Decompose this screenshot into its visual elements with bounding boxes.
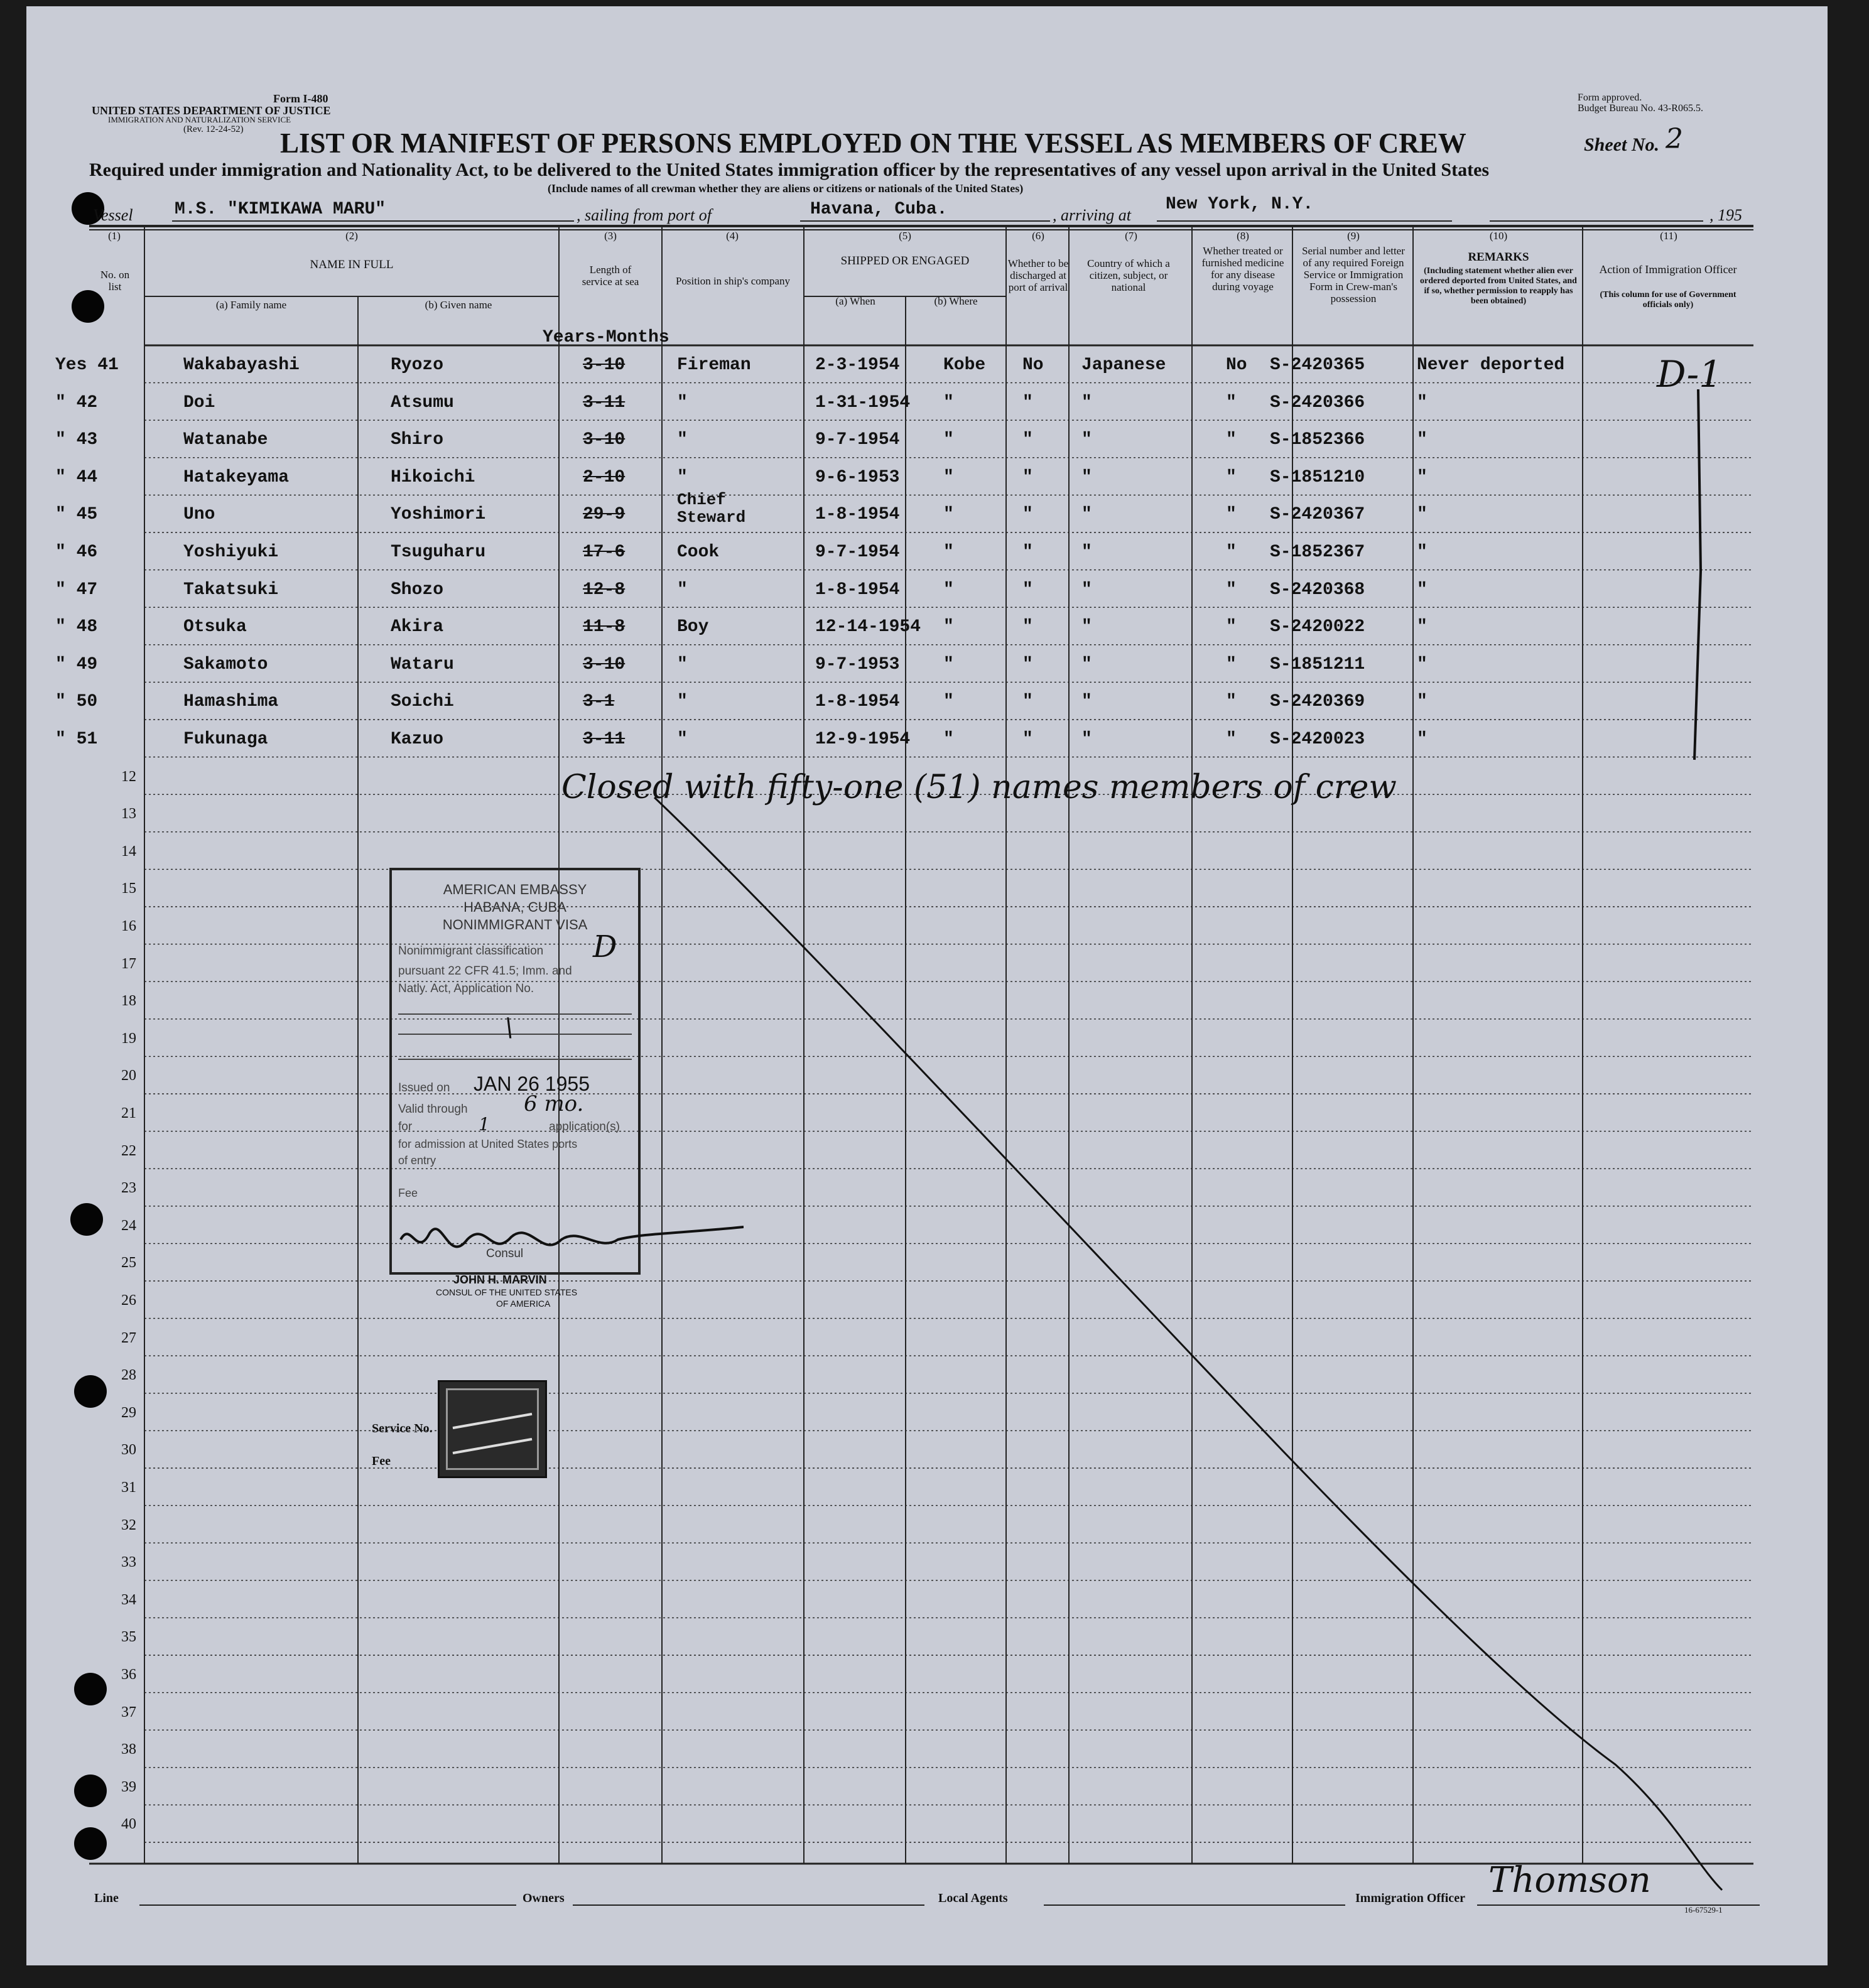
family-name-cell: Hatakeyama [183, 467, 290, 487]
family-name-cell: Doi [183, 392, 215, 413]
given-name-cell: Wataru [391, 654, 454, 674]
row-number: 16 [121, 918, 136, 934]
sheet-label: Sheet No. [1584, 134, 1659, 155]
list-number-cell: " 51 [55, 730, 98, 749]
position-cell: Cook [677, 543, 720, 562]
col8-num: (8) [1237, 230, 1249, 242]
family-name-cell: Watanabe [183, 430, 268, 450]
col4-num: (4) [726, 230, 739, 242]
col6-num: (6) [1032, 230, 1044, 242]
given-name-cell: Ryozo [391, 355, 444, 375]
remarks-cell: " [1417, 543, 1427, 562]
position-cell: Chief Steward [677, 490, 746, 527]
serial-number-cell: S-1852367 [1270, 543, 1365, 562]
given-name-cell: Shiro [391, 430, 444, 450]
discharged-cell: No [1022, 355, 1044, 375]
shipped-where-cell: " [943, 505, 954, 525]
page-title: LIST OR MANIFEST OF PERSONS EMPLOYED ON THE VESSEL AS MEMBERS OF CREW [280, 127, 1466, 159]
row-number: 28 [121, 1367, 136, 1384]
row-number: 25 [121, 1255, 136, 1272]
form-approved: Form approved. [1578, 92, 1642, 103]
consul-name: JOHN H. MARVIN [453, 1273, 547, 1286]
row-number: 31 [121, 1479, 136, 1496]
family-name-cell: Sakamoto [183, 654, 268, 674]
col10-label: REMARKS [1468, 251, 1529, 264]
consul-title: CONSUL OF THE UNITED STATES [436, 1287, 578, 1297]
officer-signature: Thomson [1488, 1860, 1651, 1901]
stamp-valid-value: 6 mo. [524, 1091, 584, 1116]
visa-stamp [389, 868, 641, 1275]
stamp-class-value: D [593, 929, 617, 964]
action-d1: D-1 [1657, 353, 1723, 396]
serial-number-cell: S-2420366 [1270, 392, 1365, 413]
country-cell: " [1081, 654, 1092, 674]
stamp-mark: \ [505, 1013, 514, 1042]
col1-label: No. on list [100, 269, 130, 293]
stamp-consul-label: Consul [486, 1247, 524, 1260]
row-number: 39 [121, 1778, 136, 1795]
given-name-cell: Shozo [391, 580, 444, 600]
country-cell: " [1081, 692, 1092, 712]
medicine-cell: " [1226, 430, 1237, 450]
col9-label: Serial number and letter of any required Foreign Service or Immigration Form in Crew-man's possession [1302, 245, 1405, 305]
serial-number-cell: S-2420022 [1270, 617, 1365, 637]
shipped-where-cell: " [943, 654, 954, 674]
shipped-when-cell: 1-8-1954 [815, 692, 900, 712]
list-number-cell: " 42 [55, 392, 98, 413]
shipped-when-cell: 9-7-1954 [815, 430, 900, 450]
footer-owners-label: Owners [523, 1891, 565, 1905]
list-number-cell: " 46 [55, 543, 98, 562]
row-number: 29 [121, 1404, 136, 1421]
medicine-cell: " [1226, 617, 1237, 637]
year-label: , 195 [1709, 206, 1742, 224]
shipped-where-cell: " [943, 730, 954, 749]
position-cell: " [677, 580, 688, 600]
shipped-where-cell: " [943, 580, 954, 600]
stamp-line2: HABANA, CUBA [463, 899, 566, 915]
position-cell: " [677, 654, 688, 674]
stamp-line3: NONIMMIGRANT VISA [442, 917, 588, 932]
row-number: 34 [121, 1591, 136, 1608]
budget-bureau: Budget Bureau No. 43-R065.5. [1578, 103, 1703, 114]
row-number: 13 [121, 806, 136, 823]
serial-number-cell: S-1851210 [1270, 467, 1365, 487]
row-number: 15 [121, 880, 136, 897]
sheet-number: 2 [1666, 123, 1683, 155]
given-name-cell: Atsumu [391, 392, 454, 413]
discharged-cell: " [1022, 430, 1033, 450]
country-cell: " [1081, 543, 1092, 562]
discharged-cell: " [1022, 467, 1033, 487]
shipped-when-cell: 9-7-1953 [815, 654, 900, 674]
shipped-where-cell: Kobe [943, 355, 986, 375]
col2b-label: (b) Given name [425, 299, 492, 311]
col7-label: Country of which a citizen, subject, or national [1087, 257, 1170, 293]
position-cell: " [677, 467, 688, 487]
col9-num: (9) [1347, 230, 1360, 242]
form-number: Form I-480 [273, 92, 328, 105]
service-length-cell: 3-11 [583, 730, 626, 749]
country-cell: " [1081, 467, 1092, 487]
country-cell: " [1081, 730, 1092, 749]
given-name-cell: Kazuo [391, 730, 444, 749]
position-cell: " [677, 692, 688, 712]
discharged-cell: " [1022, 692, 1033, 712]
row-number: 33 [121, 1554, 136, 1571]
col4-label: Position in ship's company [675, 275, 791, 287]
serial-number-cell: S-2420367 [1270, 505, 1365, 525]
sailing-label: , sailing from port of [577, 206, 712, 224]
service-length-cell: 3-10 [583, 654, 626, 674]
col6-label: Whether to be discharged at port of arrival [1007, 257, 1069, 293]
service-length-cell: 3-10 [583, 430, 626, 450]
revenue-stamp [438, 1380, 547, 1478]
col3-num: (3) [604, 230, 617, 242]
service-no-label: Service No. [372, 1422, 433, 1435]
footer-agents-label: Local Agents [938, 1891, 1008, 1905]
service-length-cell: 3-10 [583, 355, 626, 375]
col2-num: (2) [345, 230, 358, 242]
serial-number-cell: S-2420365 [1270, 355, 1365, 375]
discharged-cell: " [1022, 505, 1033, 525]
shipped-where-cell: " [943, 692, 954, 712]
remarks-cell: " [1417, 392, 1427, 413]
service-length-cell: 11-8 [583, 617, 626, 637]
col3-label: Length of service at sea [582, 264, 639, 288]
discharged-cell: " [1022, 617, 1033, 637]
shipped-where-cell: " [943, 430, 954, 450]
medicine-cell: No [1226, 355, 1247, 375]
row-number: 37 [121, 1704, 136, 1721]
remarks-cell: " [1417, 730, 1427, 749]
country-cell: " [1081, 505, 1092, 525]
row-number: 38 [121, 1741, 136, 1758]
row-number: 36 [121, 1667, 136, 1683]
country-cell: " [1081, 392, 1092, 413]
remarks-cell: " [1417, 467, 1427, 487]
manifest-sheet [26, 6, 1828, 1965]
list-number-cell: " 43 [55, 430, 98, 450]
shipped-when-cell: 9-7-1954 [815, 543, 900, 562]
footer-officer-label: Immigration Officer [1355, 1891, 1465, 1905]
discharged-cell: " [1022, 580, 1033, 600]
stamp-issued-label: Issued on [398, 1081, 450, 1094]
row-number: 27 [121, 1329, 136, 1346]
shipped-when-cell: 1-8-1954 [815, 580, 900, 600]
stamp-for-label: for [398, 1120, 413, 1133]
medicine-cell: " [1226, 580, 1237, 600]
vessel-label: Vessel [93, 206, 133, 224]
row-number: 26 [121, 1292, 136, 1309]
medicine-cell: " [1226, 543, 1237, 562]
row-number: 24 [121, 1217, 136, 1234]
stamp-natly: Natly. Act, Application No. [398, 982, 534, 995]
shipped-when-cell: 1-8-1954 [815, 505, 900, 525]
col11-num: (11) [1660, 230, 1677, 242]
departure-port: Havana, Cuba. [810, 200, 948, 219]
position-cell: " [677, 392, 688, 413]
remarks-cell: Never deported [1417, 355, 1565, 375]
col5b-label: (b) Where [934, 295, 978, 307]
list-number-cell: " 50 [55, 692, 98, 712]
serial-number-cell: S-1852366 [1270, 430, 1365, 450]
stamp-fee: Fee [398, 1187, 418, 1199]
service-length-cell: 17-6 [583, 543, 626, 562]
discharged-cell: " [1022, 654, 1033, 674]
list-number-cell: " 48 [55, 617, 98, 637]
position-cell: Boy [677, 617, 709, 637]
medicine-cell: " [1226, 505, 1237, 525]
arriving-label: , arriving at [1053, 206, 1131, 224]
remarks-cell: " [1417, 505, 1427, 525]
serial-number-cell: S-1851211 [1270, 654, 1365, 674]
arrival-port: New York, N.Y. [1166, 195, 1314, 214]
list-number-cell: " 47 [55, 580, 98, 600]
col1-num: (1) [108, 230, 121, 242]
family-name-cell: Uno [183, 505, 215, 525]
row-number: 23 [121, 1180, 136, 1197]
row-number: 18 [121, 993, 136, 1010]
country-cell: Japanese [1081, 355, 1166, 375]
remarks-cell: " [1417, 430, 1427, 450]
service-length-cell: 3-11 [583, 392, 626, 413]
col10-num: (10) [1489, 230, 1508, 242]
given-name-cell: Akira [391, 617, 444, 637]
col8-label: Whether treated or furnished medicine for any disease during voyage [1201, 245, 1284, 293]
fee-label: Fee [372, 1454, 391, 1468]
row-number: 12 [121, 768, 136, 785]
family-name-cell: Wakabayashi [183, 355, 300, 375]
shipped-when-cell: 2-3-1954 [815, 355, 900, 375]
col5a-label: (a) When [835, 295, 875, 307]
row-number: 35 [121, 1629, 136, 1646]
vessel-name: M.S. "KIMIKAWA MARU" [175, 200, 386, 219]
position-cell: " [677, 730, 688, 749]
stamp-line1: AMERICAN EMBASSY [443, 882, 587, 897]
position-cell: Fireman [677, 355, 751, 375]
shipped-where-cell: " [943, 392, 954, 413]
stamp-ports: for admission at United States ports [398, 1138, 578, 1150]
subtitle: Required under immigration and Nationality Act, to be delivered to the United States immigration officer by the representatives of any vessel upon arrival in the United States [89, 159, 1490, 180]
service-name: IMMIGRATION AND NATURALIZATION SERVICE [108, 115, 291, 124]
service-length-cell: 12-8 [583, 580, 626, 600]
discharged-cell: " [1022, 730, 1033, 749]
serial-number-cell: S-2420369 [1270, 692, 1365, 712]
list-number-cell: " 44 [55, 467, 98, 487]
country-cell: " [1081, 617, 1092, 637]
row-number: 21 [121, 1105, 136, 1121]
shipped-where-cell: " [943, 543, 954, 562]
shipped-when-cell: 9-6-1953 [815, 467, 900, 487]
stamp-applications: application(s) [549, 1120, 620, 1133]
remarks-cell: " [1417, 654, 1427, 674]
row-number: 17 [121, 955, 136, 972]
row-number: 30 [121, 1442, 136, 1459]
consul-signature [392, 1214, 744, 1271]
shipped-where-cell: " [943, 467, 954, 487]
given-name-cell: Tsuguharu [391, 543, 486, 562]
medicine-cell: " [1226, 730, 1237, 749]
col11-note: (This column for use of Government officials only) [1600, 290, 1736, 310]
medicine-cell: " [1226, 467, 1237, 487]
remarks-cell: " [1417, 692, 1427, 712]
stamp-classification: Nonimmigrant classification [398, 944, 544, 958]
service-length-cell: 2-10 [583, 467, 626, 487]
given-name-cell: Soichi [391, 692, 454, 712]
stamp-issued-date: JAN 26 1955 [474, 1072, 590, 1095]
col5-num: (5) [899, 230, 911, 242]
medicine-cell: " [1226, 654, 1237, 674]
remarks-cell: " [1417, 580, 1427, 600]
medicine-cell: " [1226, 392, 1237, 413]
footer-line-label: Line [94, 1891, 119, 1905]
shipped-when-cell: 1-31-1954 [815, 392, 911, 413]
service-length-cell: 3-1 [583, 692, 615, 712]
shipped-when-cell: 12-14-1954 [815, 617, 921, 637]
row-number: 14 [121, 843, 136, 860]
stamp-for-value: 1 [479, 1114, 490, 1135]
position-cell: " [677, 430, 688, 450]
list-number-cell: Yes 41 [55, 355, 119, 375]
country-cell: " [1081, 580, 1092, 600]
family-name-cell: Yoshiyuki [183, 543, 279, 562]
family-name-cell: Fukunaga [183, 730, 268, 749]
country-cell: " [1081, 430, 1092, 450]
list-number-cell: " 49 [55, 654, 98, 674]
stamp-of-entry: of entry [398, 1154, 436, 1167]
given-name-cell: Yoshimori [391, 505, 486, 525]
stamp-pursuant: pursuant 22 CFR 41.5; Imm. and [398, 964, 572, 978]
family-name-cell: Hamashima [183, 692, 279, 712]
closed-note: Closed with fifty-one (51) names members of crew [561, 769, 1397, 806]
shipped-where-cell: " [943, 617, 954, 637]
print-code: 16-67529-1 [1684, 1905, 1723, 1915]
serial-number-cell: S-2420368 [1270, 580, 1365, 600]
years-months-label: Years-Months [543, 328, 669, 347]
instructions-note: (Include names of all crewman whether they are aliens or citizens or nationals of the United States) [548, 182, 1024, 195]
col7-num: (7) [1125, 230, 1137, 242]
family-name-cell: Otsuka [183, 617, 247, 637]
col2-label: NAME IN FULL [310, 258, 394, 271]
discharged-cell: " [1022, 543, 1033, 562]
col5-label: SHIPPED OR ENGAGED [840, 254, 970, 267]
col10-note: (Including statement whether alien ever ordered deported from United States, and if so, whether permission to reapply has been obtained) [1420, 266, 1577, 306]
list-number-cell: " 45 [55, 505, 98, 525]
remarks-cell: " [1417, 617, 1427, 637]
given-name-cell: Hikoichi [391, 467, 475, 487]
family-name-cell: Takatsuki [183, 580, 279, 600]
service-length-cell: 29-9 [583, 505, 626, 525]
stamp-valid-label: Valid through [398, 1103, 468, 1116]
form-revision: (Rev. 12-24-52) [183, 124, 244, 134]
serial-number-cell: S-2420023 [1270, 730, 1365, 749]
department: UNITED STATES DEPARTMENT OF JUSTICE [92, 104, 331, 117]
medicine-cell: " [1226, 692, 1237, 712]
row-number: 22 [121, 1142, 136, 1159]
row-number: 32 [121, 1516, 136, 1533]
discharged-cell: " [1022, 392, 1033, 413]
row-number: 19 [121, 1030, 136, 1047]
row-number: 40 [121, 1816, 136, 1833]
col2a-label: (a) Family name [215, 299, 287, 311]
row-number: 20 [121, 1067, 136, 1084]
cancel-line [26, 6, 1828, 1965]
consul-country: OF AMERICA [496, 1299, 551, 1309]
col11-label: Action of Immigration Officer [1599, 263, 1737, 276]
shipped-when-cell: 12-9-1954 [815, 730, 911, 749]
